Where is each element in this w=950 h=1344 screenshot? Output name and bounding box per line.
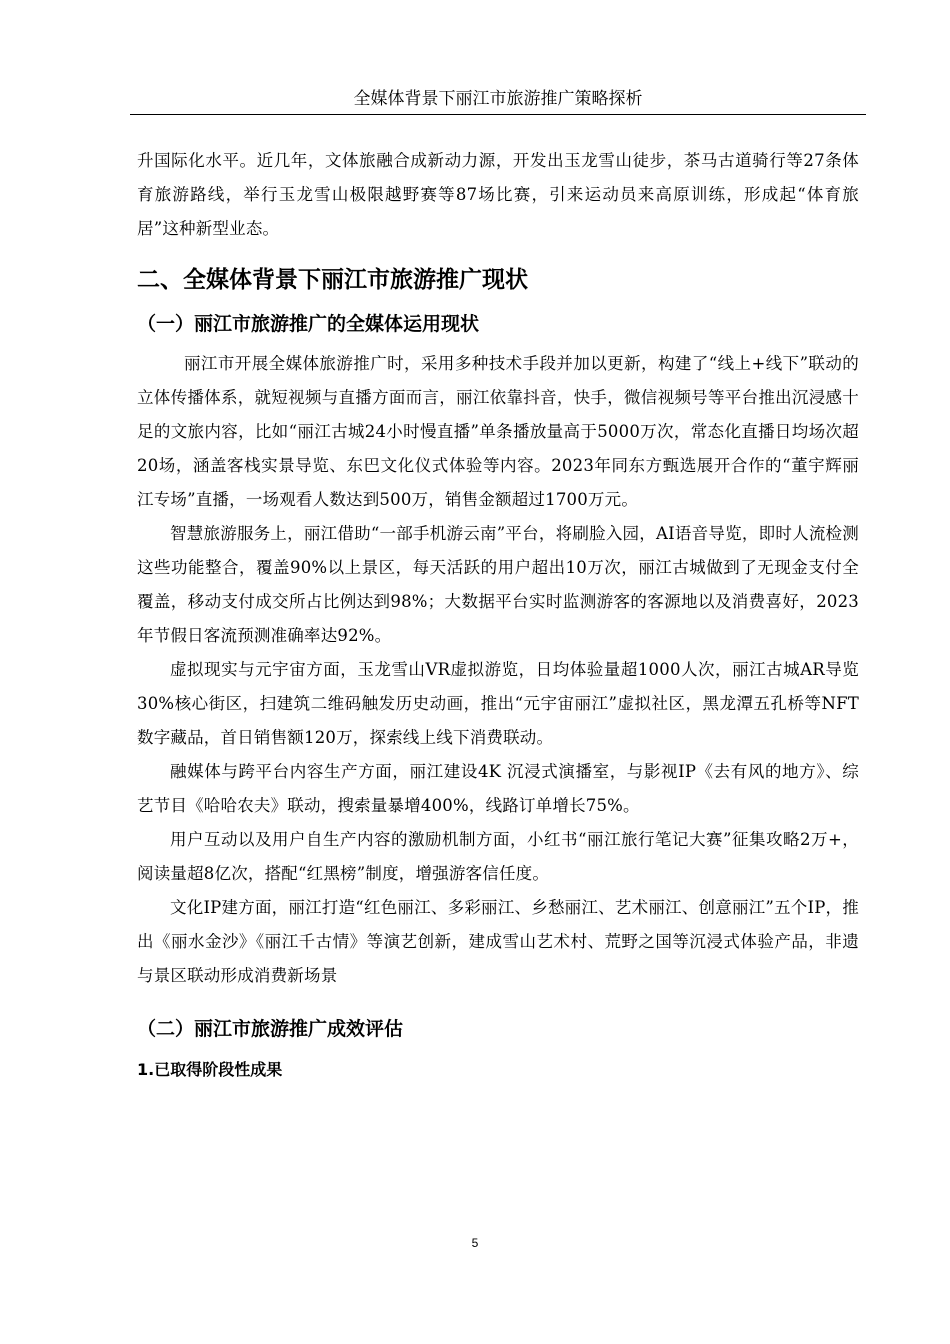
paragraph-smart-tourism: 智慧旅游服务上，丽江借助“一部手机游云南”平台，将刷脸入园，AI语音导览，即时人流检测这些功能整合，覆盖90%以上景区，每天活跃的用户超出10万次，丽江古城做到了无现金支付全覆盖，移动支付成交所占比例达到98%；大数据平台实时监测游客的客源地以及消费喜好，2023年节假日客流预测准确率达92%。	[137, 524, 859, 645]
paragraph-cross-platform: 融媒体与跨平台内容生产方面，丽江建设4K 沉浸式演播室，与影视IP《去有风的地方》、综艺节目《哈哈农夫》联动，搜索量暴增400%，线路订单增长75%。	[137, 762, 859, 815]
section-heading: 二、全媒体背景下丽江市旅游推广现状	[137, 267, 528, 293]
running-header: 全媒体背景下丽江市旅游推广策略探析	[353, 89, 643, 109]
paragraph-ugc-incentive: 用户互动以及用户自生产内容的激励机制方面，小红书“丽江旅行笔记大赛”征集攻略2万+，阅读量超8亿次，搭配“红黑榜”制度，增强游客信任度。	[137, 830, 859, 883]
paragraph-vr-metaverse: 虚拟现实与元宇宙方面，玉龙雪山VR虚拟游览，日均体验量超1000人次，丽江古城AR导览30%核心街区，扫建筑二维码触发历史动画，推出“元宇宙丽江”虚拟社区，黑龙潭五孔桥等NFT数字藏品，首日销售额120万，探索线上线下消费联动。	[137, 660, 859, 747]
paragraph-media-overview: 丽江市开展全媒体旅游推广时，采用多种技术手段并加以更新，构建了“线上+线下”联动的立体传播体系，就短视频与直播方面而言，丽江依靠抖音，快手，微信视频号等平台推出沉浸感十足的文旅内容，比如“丽江古城24小时慢直播”单条播放量高于5000万次，常态化直播日均场次超20场，涵盖客栈实景导览、东巴文化仪式体验等内容。2023年同东方甄选展开合作的“董宇辉丽江专场”直播，一场观看人数达到500万，销售金额超过1700万元。	[137, 354, 859, 509]
subsection-heading-media-usage: （一）丽江市旅游推广的全媒体运用现状	[137, 313, 480, 335]
subsection-heading-evaluation: （二）丽江市旅游推广成效评估	[137, 1018, 404, 1040]
page-number: 5	[471, 1236, 479, 1250]
paragraph-cultural-ip: 文化IP建方面，丽江打造“红色丽江、多彩丽江、乡愁丽江、艺术丽江、创意丽江”五个IP，推出《丽水金沙》《丽江千古情》等演艺创新，建成雪山艺术村、荒野之国等沉浸式体验产品，非遗与景区联动形成消费新场景	[137, 898, 859, 985]
intro-paragraph: 升国际化水平。近几年，文体旅融合成新动力源，开发出玉龙雪山徒步，茶马古道骑行等27条体育旅游路线，举行玉龙雪山极限越野赛等87场比赛，引来运动员来高原训练，形成起“体育旅居”这种新型业态。	[137, 151, 859, 238]
header-divider	[130, 114, 866, 115]
page-body	[137, 144, 859, 1085]
item-heading-achievements: 1.已取得阶段性成果	[137, 1060, 283, 1079]
